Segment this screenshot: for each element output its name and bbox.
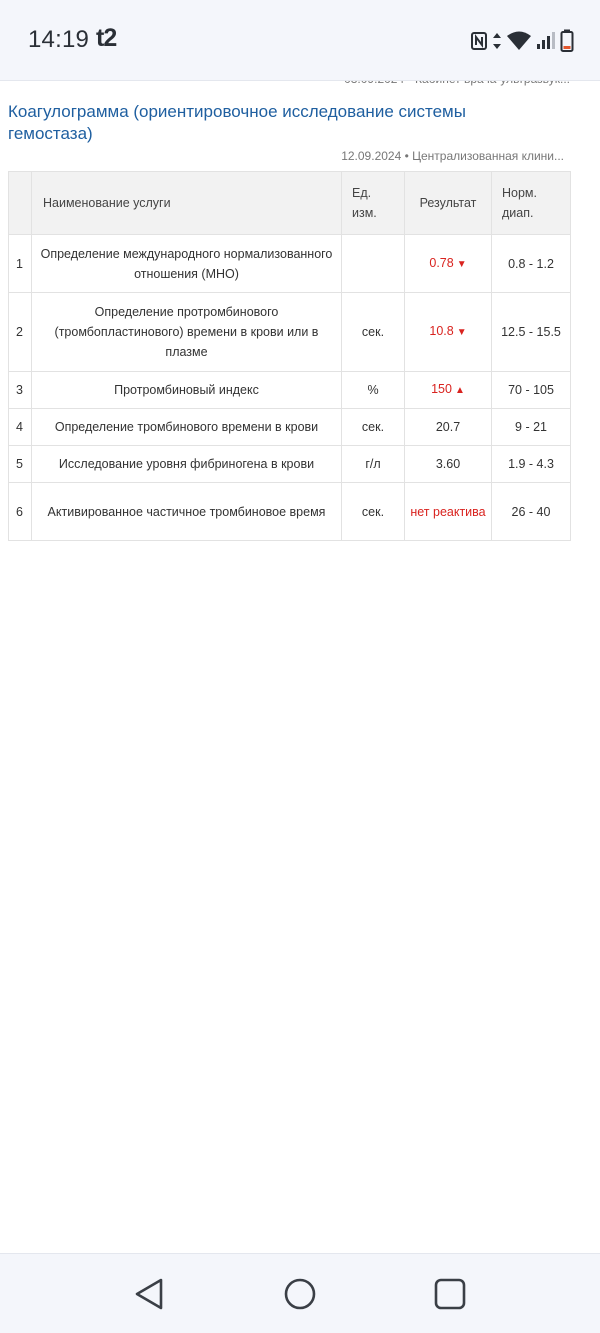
header-name: Наименование услуги — [32, 172, 342, 235]
data-arrows-icon — [492, 30, 502, 52]
row-result: 3.60 — [405, 446, 492, 483]
row-range: 12.5 - 15.5 — [492, 293, 571, 372]
row-range: 9 - 21 — [492, 409, 571, 446]
row-range: 26 - 40 — [492, 483, 571, 541]
row-range: 0.8 - 1.2 — [492, 235, 571, 293]
row-num: 5 — [9, 446, 32, 483]
home-icon[interactable] — [282, 1276, 318, 1312]
row-name: Протромбиновый индекс — [32, 372, 342, 409]
row-name: Исследование уровня фибриногена в крови — [32, 446, 342, 483]
row-num: 6 — [9, 483, 32, 541]
battery-icon — [560, 29, 574, 53]
header-result: Результат — [405, 172, 492, 235]
navigation-bar — [0, 1253, 600, 1333]
row-unit: сек. — [342, 409, 405, 446]
nfc-icon — [470, 30, 488, 52]
row-num: 1 — [9, 235, 32, 293]
results-table — [8, 171, 571, 541]
wifi-icon — [506, 30, 532, 52]
row-result: 20.7 — [405, 409, 492, 446]
header-unit: Ед. изм. — [342, 172, 405, 235]
table-row — [9, 483, 571, 541]
row-name: Определение тромбинового времени в крови — [32, 409, 342, 446]
header-num — [9, 172, 32, 235]
card-title[interactable]: Коагулограмма (ориентировочное исследование системы гемостаза) — [8, 102, 466, 143]
row-unit — [342, 235, 405, 293]
row-name: Определение протромбинового (тромбопластинового) времени в крови или в плазме — [32, 293, 342, 372]
arrow-down-icon: ▼ — [456, 258, 467, 270]
result-value: 0.78 — [429, 255, 454, 270]
row-range: 1.9 - 4.3 — [492, 446, 571, 483]
carrier-logo: t2 — [96, 24, 117, 52]
row-unit: г/л — [342, 446, 405, 483]
row-name: Определение международного нормализованного отношения (МНО) — [32, 235, 342, 293]
row-name: Активированное частичное тромбиновое время — [32, 483, 342, 541]
row-num: 3 — [9, 372, 32, 409]
row-result — [405, 293, 492, 372]
row-result — [405, 235, 492, 293]
row-unit: % — [342, 372, 405, 409]
header-range: Норм. диап. — [492, 172, 571, 235]
table-header-row — [9, 172, 571, 235]
card-meta: 12.09.2024 • Централизованная клини... — [341, 149, 564, 163]
row-result: нет реактива — [405, 483, 492, 541]
row-range: 70 - 105 — [492, 372, 571, 409]
recents-icon[interactable] — [432, 1276, 468, 1312]
result-value: 10.8 — [429, 324, 454, 338]
table-row — [9, 446, 571, 483]
back-icon[interactable] — [131, 1276, 167, 1312]
arrow-down-icon: ▼ — [456, 327, 467, 338]
row-result — [405, 372, 492, 409]
row-num: 2 — [9, 293, 32, 372]
table-row — [9, 235, 571, 293]
row-unit: сек. — [342, 293, 405, 372]
arrow-up-icon: ▲ — [454, 385, 465, 396]
table-row — [9, 409, 571, 446]
result-value: 150 — [431, 382, 452, 396]
status-icons — [470, 28, 574, 54]
status-time: 14:19 — [28, 26, 90, 53]
signal-icon — [536, 30, 556, 52]
row-unit: сек. — [342, 483, 405, 541]
table-row — [9, 372, 571, 409]
status-bar — [0, 0, 600, 81]
row-num: 4 — [9, 409, 32, 446]
table-row — [9, 293, 571, 372]
